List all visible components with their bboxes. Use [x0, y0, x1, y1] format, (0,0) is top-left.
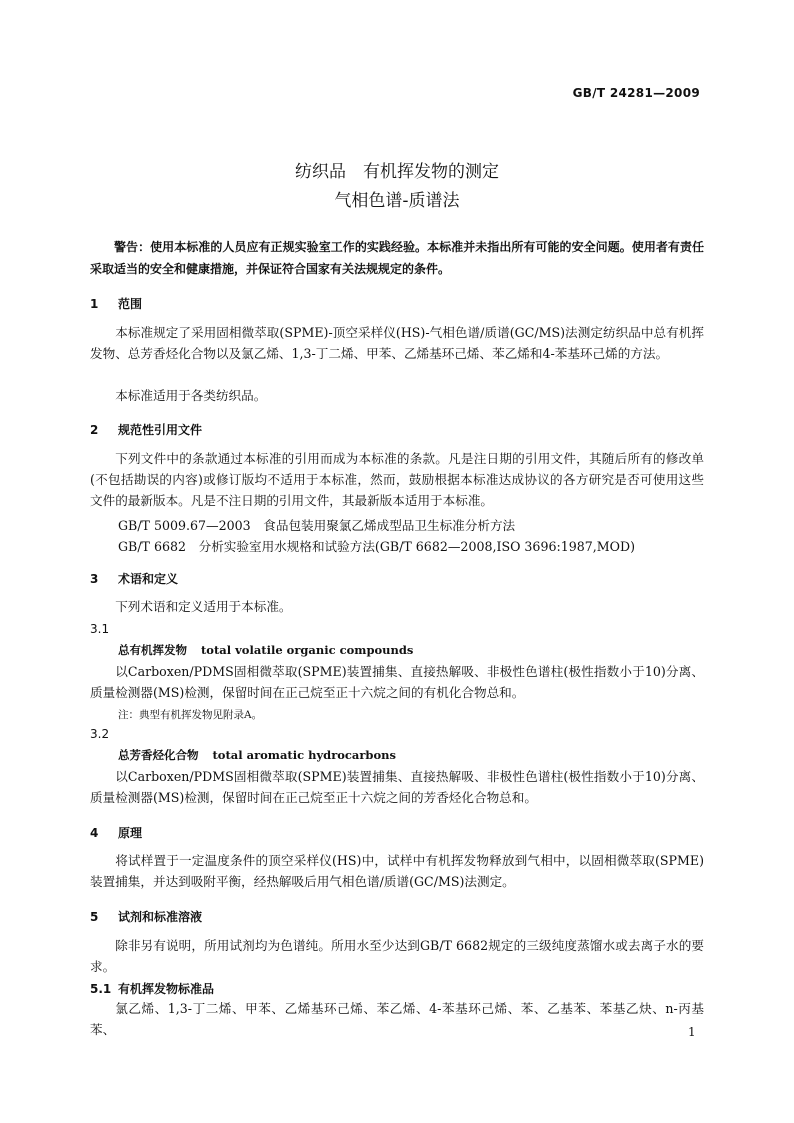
- section-number: 1: [90, 297, 99, 311]
- warning-paragraph: 警告：使用本标准的人员应有正规实验室工作的实践经验。本标准并未指出所有可能的安全问题。使用者有责任采取适当的安全和健康措施，并保证符合国家有关法规规定的条件。: [90, 240, 704, 276]
- paragraph: 下列文件中的条款通过本标准的引用而成为本标准的条款。凡是注日期的引用文件，其随后所有的修改单(不包括勘误的内容)或修订版均不适用于本标准，然而，鼓励根据本标准达成协议的各方研究是否可使用这些文件的最新版本。凡是不注日期的引用文件，其最新版本适用于本标准。: [90, 451, 704, 508]
- standard-number: GB/T 24281—2009: [572, 86, 700, 100]
- reference-item: GB/T 6682 分析实验室用水规格和试验方法(GB/T 6682—2008,ISO 3696:1987,MOD): [118, 539, 635, 554]
- section-number: 2: [90, 423, 99, 437]
- section-number: 4: [90, 826, 99, 840]
- section-number: 3: [90, 572, 99, 586]
- paragraph: 将试样置于一定温度条件的顶空采样仪(HS)中，试样中有机挥发物释放到气相中，以固相微萃取(SPME)装置捕集，并达到吸附平衡，经热解吸后用气相色谱/质谱(GC/MS)法测定。: [90, 853, 704, 889]
- term-heading: [118, 747, 396, 763]
- document-title: 纺织品 有机挥发物的测定: [295, 162, 499, 182]
- section-heading: [90, 421, 202, 438]
- document-subtitle: 气相色谱-质谱法: [334, 191, 460, 211]
- clause-number: 3.1: [90, 622, 110, 636]
- section-heading: [90, 908, 202, 925]
- clause-number: 3.2: [90, 727, 110, 741]
- section-heading: [90, 570, 178, 587]
- paragraph: 本标准规定了采用固相微萃取(SPME)-顶空采样仪(HS)-气相色谱/质谱(GC/MS)法测定纺织品中总有机挥发物、总芳香烃化合物以及氯乙烯、1,3-丁二烯、甲苯、乙烯基环己烯、苯乙烯和4-苯基环己烯的方法。: [90, 325, 704, 361]
- term-en: total aromatic hydrocarbons: [212, 748, 396, 762]
- term-heading: [118, 642, 413, 658]
- paragraph: 以Carboxen/PDMS固相微萃取(SPME)装置捕集、直接热解吸、非极性色谱柱(极性指数小于10)分离、质量检测器(MS)检测，保留时间在正己烷至正十六烷之间的芳香烃化合物总和。: [90, 769, 704, 805]
- paragraph: 以Carboxen/PDMS固相微萃取(SPME)装置捕集、直接热解吸、非极性色谱柱(极性指数小于10)分离、质量检测器(MS)检测，保留时间在正己烷至正十六烷之间的有机化合物总和。: [90, 664, 704, 700]
- term-cn: 总有机挥发物: [118, 643, 187, 657]
- page-number: 1: [688, 1025, 696, 1039]
- term-cn: 总芳香烃化合物: [118, 748, 199, 762]
- section-heading: [90, 824, 142, 841]
- clause-title: 有机挥发物标准品: [118, 982, 215, 996]
- section-title: 规范性引用文件: [118, 423, 203, 437]
- note: 注：典型有机挥发物见附录A。: [118, 709, 263, 721]
- section-number: 5: [90, 910, 99, 924]
- term-en: total volatile organic compounds: [201, 643, 414, 657]
- section-title: 原理: [118, 826, 143, 840]
- section-title: 术语和定义: [118, 572, 179, 586]
- section-heading: [90, 295, 142, 312]
- paragraph: 下列术语和定义适用于本标准。: [115, 599, 292, 614]
- section-title: 范围: [118, 297, 143, 311]
- paragraph: 除非另有说明，所用试剂均为色谱纯。所用水至少达到GB/T 6682规定的三级纯度蒸馏水或去离子水的要求。: [90, 938, 704, 974]
- reference-item: GB/T 5009.67—2003 食品包装用聚氯乙烯成型品卫生标准分析方法: [118, 518, 516, 533]
- section-title: 试剂和标准溶液: [118, 910, 203, 924]
- paragraph: 氯乙烯、1,3-丁二烯、甲苯、乙烯基环己烯、苯乙烯、4-苯基环己烯、苯、乙基苯、苯基乙炔、n-丙基苯、: [90, 1001, 704, 1037]
- clause-heading: [90, 980, 214, 997]
- paragraph: 本标准适用于各类纺织品。: [115, 388, 267, 403]
- clause-number: 5.1: [90, 982, 112, 996]
